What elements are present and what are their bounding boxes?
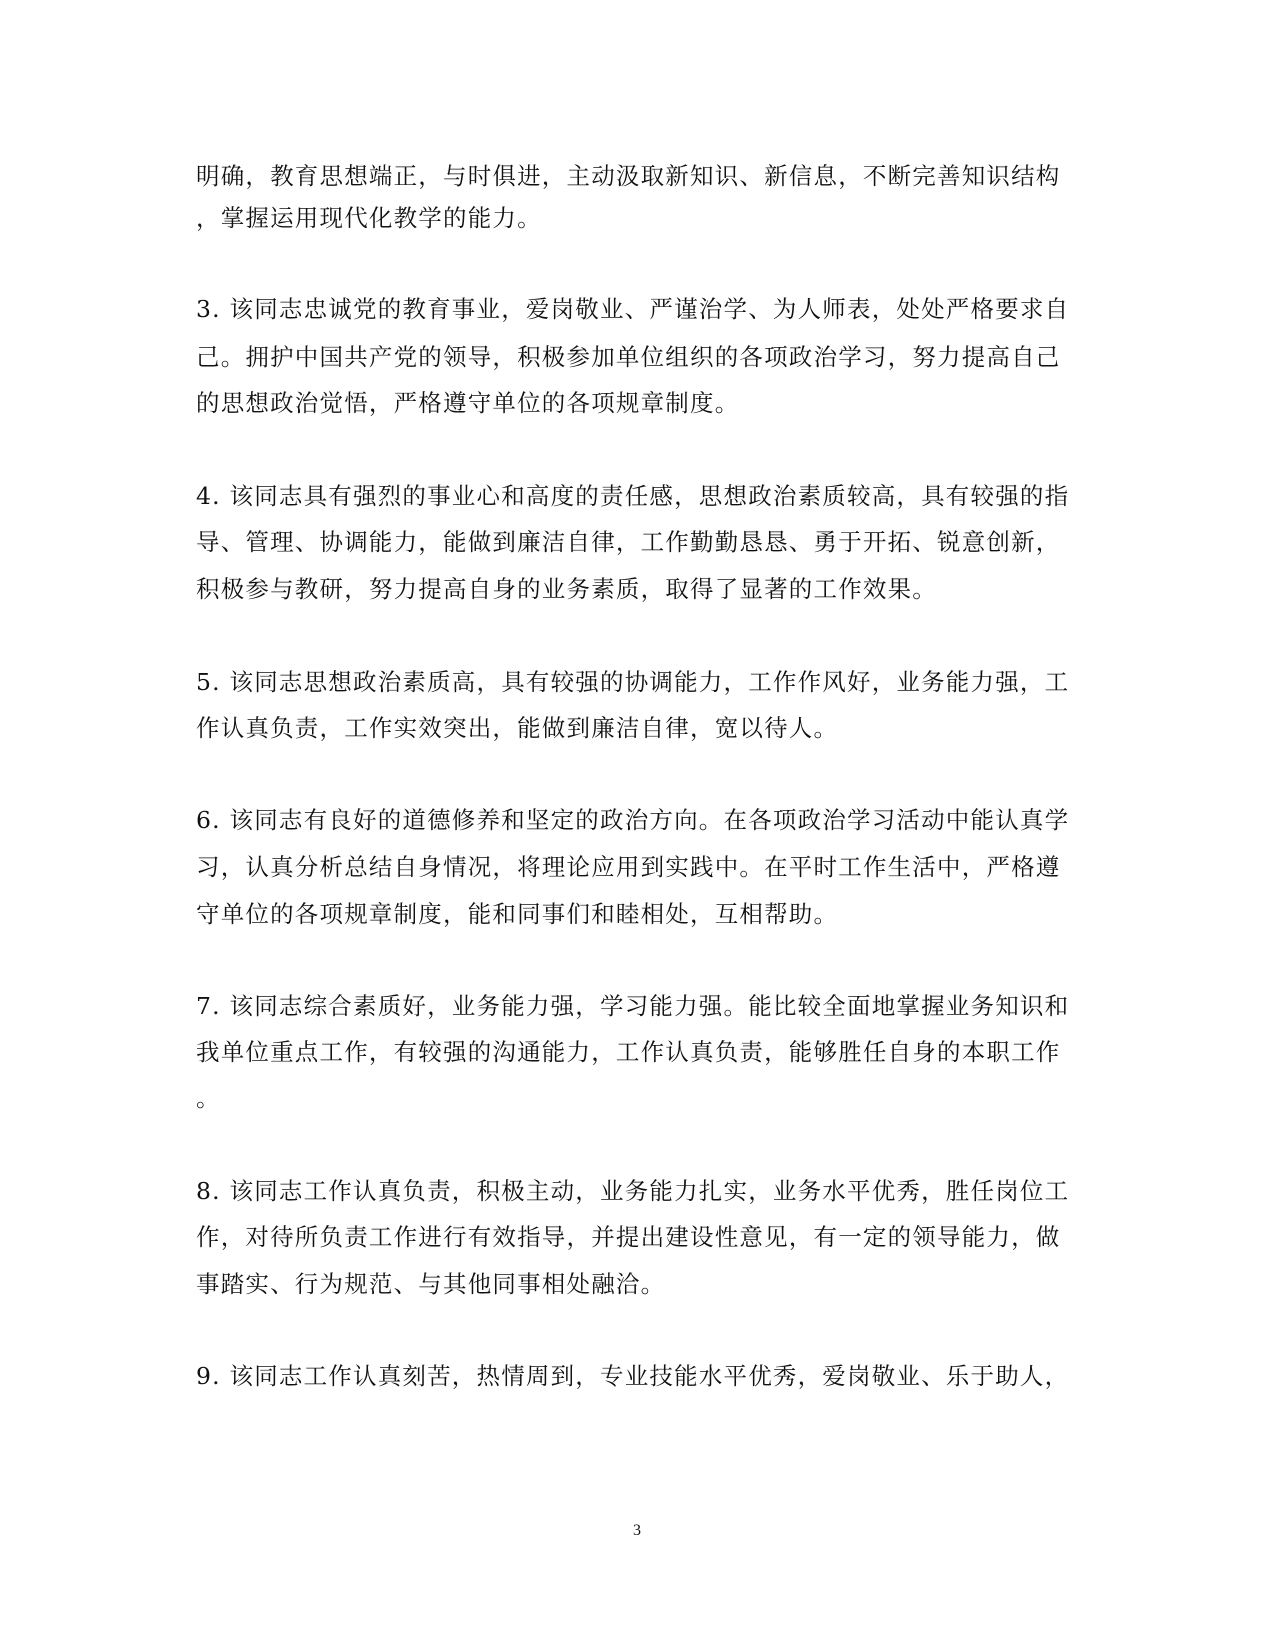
paragraph-5-line: 作认真负责，工作实效突出，能做到廉洁自律，宽以待人。 <box>196 714 839 742</box>
paragraph-8-line: 事踏实、行为规范、与其他同事相处融洽。 <box>196 1270 666 1298</box>
paragraph-5-line: 5. 该同志思想政治素质高，具有较强的协调能力，工作作风好，业务能力强，工 <box>196 668 1070 696</box>
paragraph-7-line: 7. 该同志综合素质好，业务能力强，学习能力强。能比较全面地掌握业务知识和 <box>196 992 1070 1020</box>
paragraph-4-line: 导、管理、协调能力，能做到廉洁自律，工作勤勤恳恳、勇于开拓、锐意创新， <box>196 528 1061 556</box>
paragraph-8-line: 8. 该同志工作认真负责，积极主动，业务能力扎实，业务水平优秀，胜任岗位工 <box>196 1177 1070 1205</box>
paragraph-4-line: 积极参与教研，努力提高自身的业务素质，取得了显著的工作效果。 <box>196 575 937 603</box>
paragraph-6-line: 6. 该同志有良好的道德修养和坚定的政治方向。在各项政治学习活动中能认真学 <box>196 806 1070 834</box>
paragraph-8-line: 作，对待所负责工作进行有效指导，并提出建设性意见，有一定的领导能力，做 <box>196 1223 1061 1251</box>
paragraph-9-line: 9. 该同志工作认真刻苦，热情周到，专业技能水平优秀，爱岗敬业、乐于助人， <box>196 1362 1070 1390</box>
paragraph-3-line: 3. 该同志忠诚党的教育事业，爱岗敬业、严谨治学、为人师表，处处严格要求自 <box>196 295 1070 323</box>
paragraph-7-line: 。 <box>196 1084 221 1112</box>
paragraph-6-line: 守单位的各项规章制度，能和同事们和睦相处，互相帮助。 <box>196 900 839 928</box>
paragraph-4-line: 4. 该同志具有强烈的事业心和高度的责任感，思想政治素质较高，具有较强的指 <box>196 482 1070 510</box>
paragraph-7-line: 我单位重点工作，有较强的沟通能力，工作认真负责，能够胜任自身的本职工作 <box>196 1038 1061 1066</box>
text-line: ，掌握运用现代化教学的能力。 <box>196 204 542 232</box>
text-line: 明确，教育思想端正，与时俱进，主动汲取新知识、新信息，不断完善知识结构 <box>196 162 1061 190</box>
paragraph-3-line: 己。拥护中国共产党的领导，积极参加单位组织的各项政治学习，努力提高自己 <box>196 343 1061 371</box>
page-number: 3 <box>633 1522 641 1539</box>
paragraph-3-line: 的思想政治觉悟，严格遵守单位的各项规章制度。 <box>196 389 740 417</box>
paragraph-6-line: 习，认真分析总结自身情况，将理论应用到实践中。在平时工作生活中，严格遵 <box>196 853 1061 881</box>
